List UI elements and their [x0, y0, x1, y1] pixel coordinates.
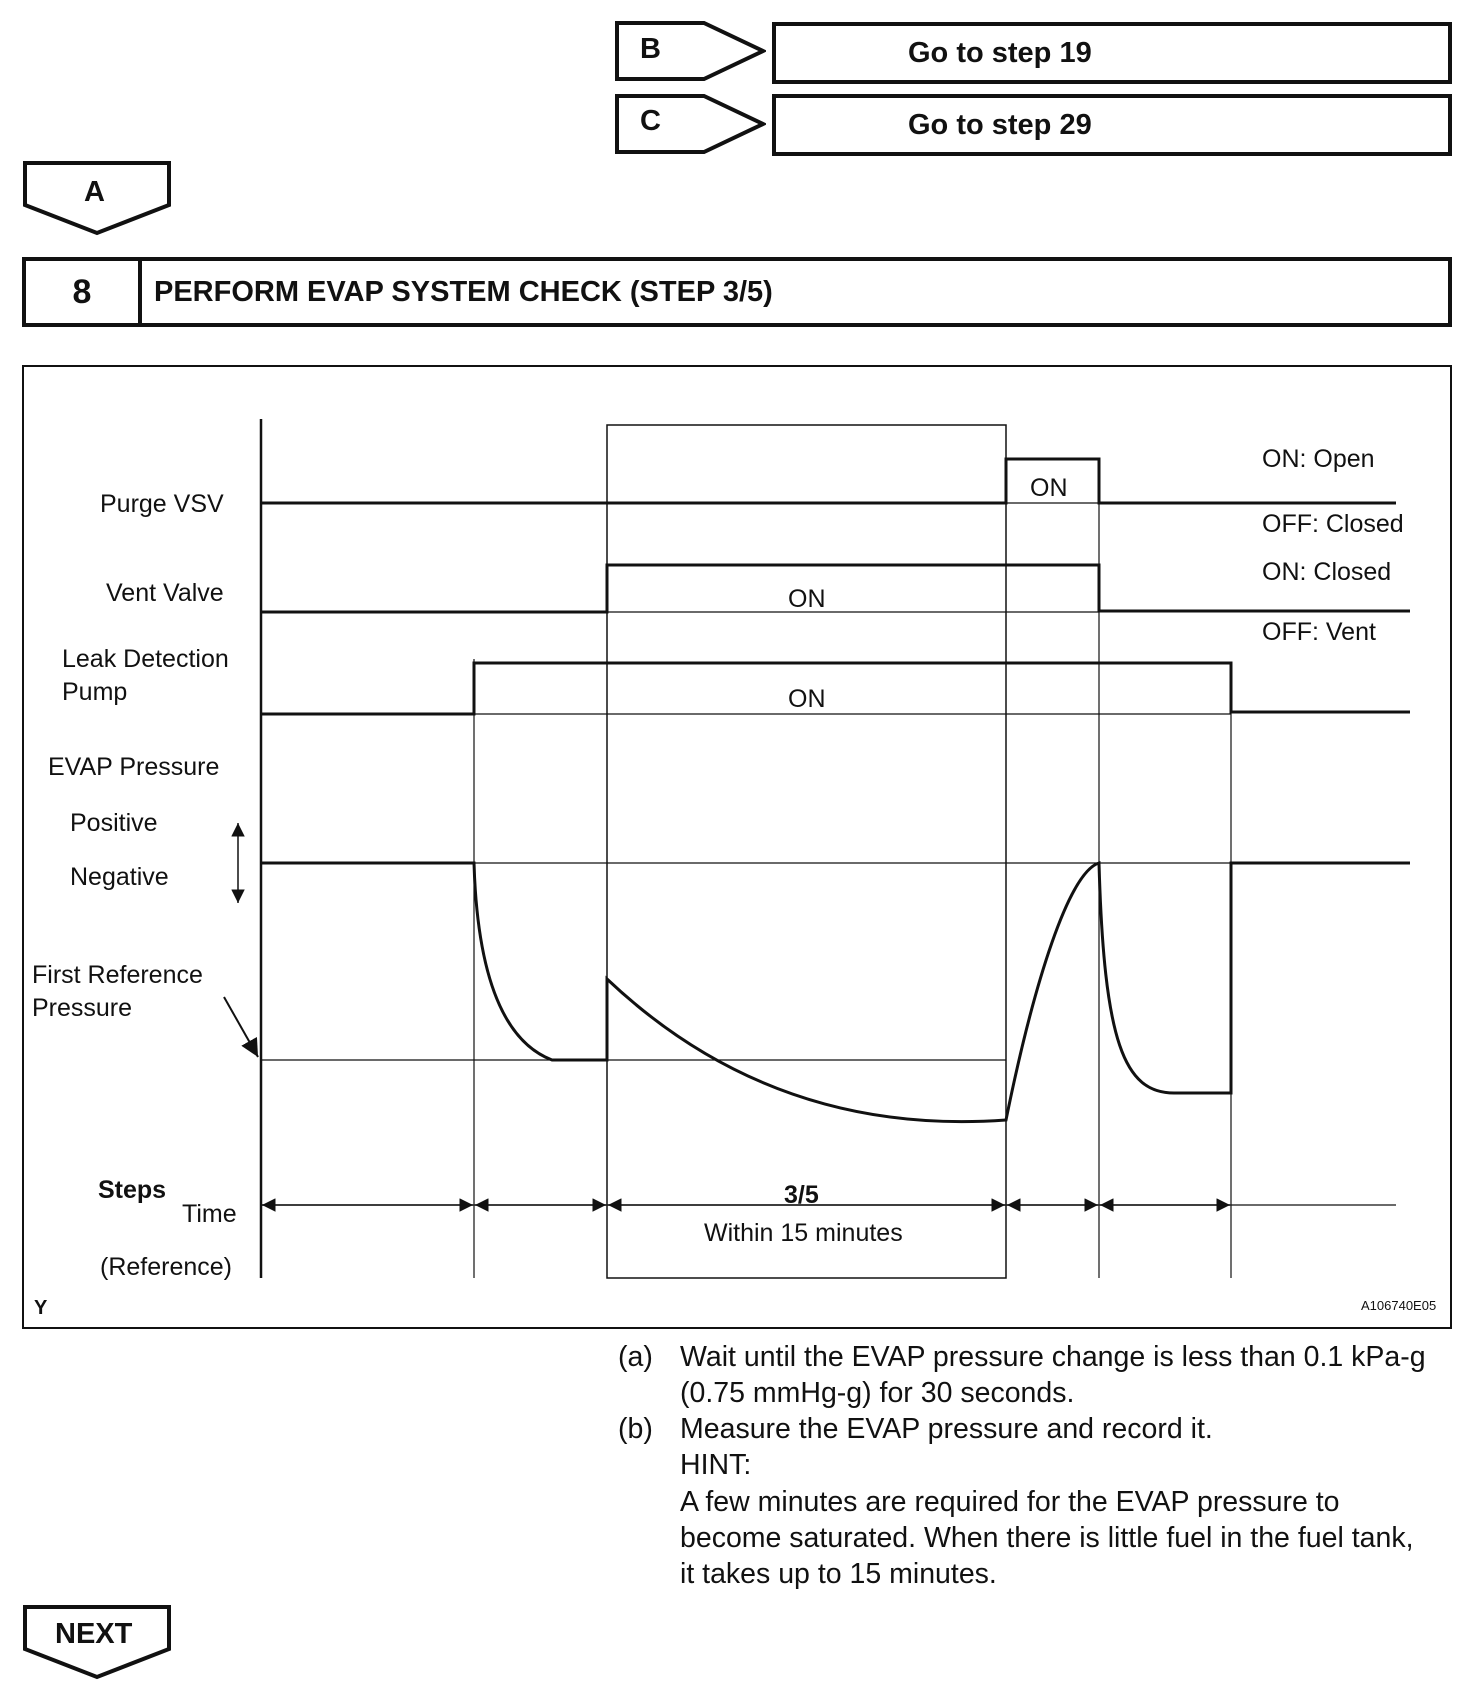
- go-to-step-19-button[interactable]: [772, 22, 1452, 84]
- step-3-5-window: [607, 425, 1006, 1278]
- purge-on-label: ON: [1030, 474, 1068, 502]
- evap-pressure-curve: [261, 863, 1410, 1122]
- hint-text: A few minutes are required for the EVAP pressure to become saturated. When there is little fuel in the fuel tank, it takes up to 15 minutes.: [680, 1486, 1414, 1590]
- purge-off-closed-label: OFF: Closed: [1262, 510, 1404, 538]
- purge-vsv-label: Purge VSV: [100, 490, 224, 518]
- time-label: Time: [182, 1200, 237, 1228]
- vent-valve-label: Vent Valve: [106, 579, 224, 607]
- branch-a-letter: A: [84, 176, 105, 208]
- branch-b-arrow[interactable]: [614, 20, 766, 82]
- purge-on-open-label: ON: Open: [1262, 445, 1375, 473]
- positive-label: Positive: [70, 809, 158, 837]
- next-label: NEXT: [55, 1618, 133, 1650]
- figure-code: A106740E05: [1361, 1298, 1437, 1313]
- corner-y-label: Y: [34, 1297, 48, 1319]
- go-to-step-29-button[interactable]: [772, 94, 1452, 156]
- go-to-step-19-label: Go to step 19: [908, 36, 1092, 69]
- first-reference-label-1: First Reference: [32, 961, 203, 989]
- leak-pump-label-2: Pump: [62, 678, 128, 706]
- step-3-5-label: 3/5: [784, 1181, 819, 1209]
- branch-b-letter: B: [640, 33, 661, 65]
- steps-label: Steps: [98, 1176, 167, 1204]
- step-header: [22, 257, 1452, 327]
- vent-on-closed-label: ON: Closed: [1262, 558, 1392, 586]
- instruction-b-text: Measure the EVAP pressure and record it.: [680, 1413, 1213, 1445]
- instruction-a-marker: (a): [618, 1341, 653, 1373]
- vent-valve-signal: [261, 565, 1410, 612]
- purge-vsv-signal: [261, 459, 1396, 503]
- hint-label: HINT:: [680, 1449, 752, 1481]
- vent-on-label: ON: [788, 585, 826, 613]
- branch-c-letter: C: [640, 105, 661, 137]
- first-reference-label-2: Pressure: [32, 994, 133, 1022]
- branch-c-arrow[interactable]: [614, 93, 766, 155]
- instruction-b: [618, 1411, 1448, 1447]
- negative-label: Negative: [70, 863, 169, 891]
- step-number: 8: [26, 261, 142, 323]
- reference-label: (Reference): [100, 1253, 232, 1281]
- within-15-minutes-label: Within 15 minutes: [704, 1219, 903, 1247]
- instruction-b-marker: (b): [618, 1413, 653, 1445]
- vent-off-vent-label: OFF: Vent: [1262, 618, 1376, 646]
- instruction-a-text: Wait until the EVAP pressure change is less than 0.1 kPa-g (0.75 mmHg-g) for 30 seconds.: [680, 1341, 1426, 1409]
- timing-chart-svg: [24, 367, 1450, 1327]
- instruction-a: [618, 1339, 1448, 1411]
- first-reference-pointer: [224, 997, 258, 1057]
- timing-chart-figure: [22, 365, 1452, 1329]
- leak-pump-label-1: Leak Detection: [62, 645, 229, 673]
- leak-pump-signal: [261, 663, 1410, 714]
- evap-pressure-label: EVAP Pressure: [48, 753, 220, 781]
- pump-on-label: ON: [788, 685, 826, 713]
- step-title: PERFORM EVAP SYSTEM CHECK (STEP 3/5): [154, 275, 773, 308]
- go-to-step-29-label: Go to step 29: [908, 108, 1092, 141]
